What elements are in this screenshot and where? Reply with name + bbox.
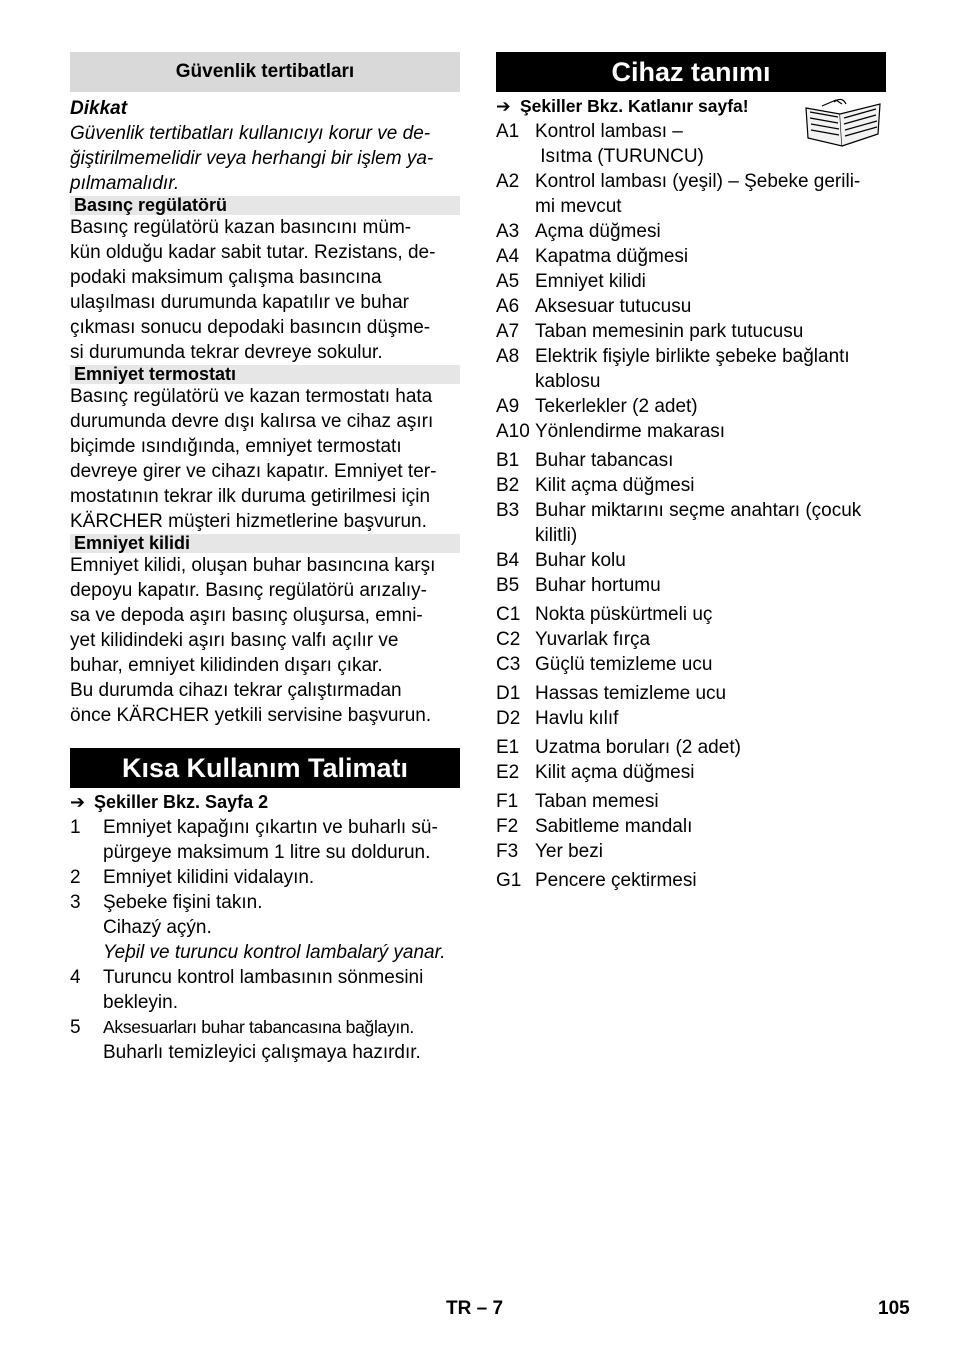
- device-part-item: [496, 735, 886, 760]
- part-label: [535, 602, 886, 627]
- step-number: 4: [70, 967, 81, 988]
- part-code: A6: [496, 296, 520, 317]
- part-label-line: Kontrol lambası (yeşil) – Şebeke gerili-: [535, 171, 861, 192]
- device-part-item: [496, 448, 886, 473]
- part-label-line: Buhar kolu: [535, 550, 626, 571]
- part-code: B5: [496, 575, 520, 596]
- part-label-line: Taban memesinin park tutucusu: [535, 321, 804, 342]
- part-code: A3: [496, 221, 520, 242]
- part-label: [535, 498, 886, 548]
- part-label: [535, 294, 886, 319]
- pressure-regulator-heading: Basınç regülatörü: [70, 196, 460, 215]
- part-label-line: Emniyet kilidi: [535, 271, 646, 292]
- arrow-right-icon: ➔: [70, 792, 86, 812]
- device-description-title: Cihaz tanımı: [496, 52, 886, 92]
- part-label-line: Buhar hortumu: [535, 575, 661, 596]
- device-part-item: [496, 419, 886, 444]
- device-part-item: [496, 652, 886, 677]
- safety-thermostat-line: devreye girer ve cihazı kapatır. Emniyet ter-: [70, 461, 437, 482]
- step-text-line: Aksesuarları buhar tabancasına bağlayın.: [103, 1017, 414, 1037]
- part-code: A9: [496, 396, 520, 417]
- device-part-item: [496, 602, 886, 627]
- step-text-line: Turuncu kontrol lambasının sönmesini: [103, 967, 424, 988]
- part-label-line: Sabitleme mandalı: [535, 816, 693, 837]
- part-label: [535, 706, 886, 731]
- quick-guide-steps: [70, 815, 460, 1065]
- step-text-line: Emniyet kilidini vidalayın.: [103, 867, 315, 888]
- left-column: [70, 52, 460, 1065]
- quick-guide-step: [70, 965, 460, 1015]
- part-code: B4: [496, 550, 520, 571]
- quick-guide-step: [70, 1015, 460, 1065]
- step-number: 3: [70, 892, 81, 913]
- part-code: F3: [496, 841, 519, 862]
- part-code: G1: [496, 870, 522, 891]
- part-label: [535, 344, 886, 394]
- arrow-right-icon: ➔: [496, 96, 511, 116]
- safety-lock-text: [70, 553, 460, 728]
- part-label-line: Tekerlekler (2 adet): [535, 396, 698, 417]
- part-label-line: Hassas temizleme ucu: [535, 683, 727, 704]
- safety-thermostat-line: durumunda devre dışı kalırsa ve cihaz aşırı: [70, 411, 434, 432]
- quick-guide-step: [70, 865, 460, 890]
- device-part-item: [496, 548, 886, 573]
- safety-thermostat-heading: Emniyet termostatı: [70, 365, 460, 384]
- part-label-line: Yuvarlak fırça: [535, 629, 651, 650]
- quick-guide-step: [70, 815, 460, 865]
- step-text: [103, 865, 460, 890]
- device-part-item: [496, 681, 886, 706]
- step-number: 1: [70, 817, 81, 838]
- part-label-line: Elektrik fişiyle birlikte şebeke bağlantı: [535, 346, 850, 367]
- part-code: E1: [496, 737, 520, 758]
- part-label: [535, 760, 886, 785]
- device-part-item: [496, 760, 886, 785]
- safety-thermostat-line: KÄRCHER müşteri hizmetlerine başvurun.: [70, 511, 427, 532]
- device-part-item: [496, 269, 886, 294]
- step-text: [103, 1015, 460, 1065]
- part-label-line: Kilit açma düğmesi: [535, 475, 695, 496]
- part-label-line: Yer bezi: [535, 841, 603, 862]
- part-code: C3: [496, 654, 521, 675]
- safety-lock-line: yet kilidindeki aşırı basınç valfı açılır ve: [70, 630, 399, 651]
- step-text-line: Şebeke fişini takın.: [103, 892, 263, 913]
- part-label: [535, 394, 886, 419]
- safety-thermostat-line: mostatının tekrar ilk duruma getirilmesi için: [70, 486, 431, 507]
- part-label-line: Aksesuar tutucusu: [535, 296, 692, 317]
- part-code: D1: [496, 683, 521, 704]
- step-result-note: Yeþil ve turuncu kontrol lambalarý yanar.: [103, 942, 446, 963]
- step-text-line: pürgeye maksimum 1 litre su doldurun.: [103, 842, 431, 863]
- step-text: [103, 965, 460, 1015]
- caution-text-line: Güvenlik tertibatları kullanıcıyı korur ve de-: [70, 123, 431, 144]
- pressure-regulator-text: [70, 215, 460, 365]
- part-code: A10: [496, 421, 530, 442]
- part-code: C2: [496, 629, 521, 650]
- part-label-line: Taban memesi: [535, 791, 659, 812]
- part-code: A8: [496, 346, 520, 367]
- part-label: [535, 814, 886, 839]
- quick-guide-figure-ref-text: Şekiller Bkz. Sayfa 2: [94, 792, 269, 812]
- part-label: [535, 627, 886, 652]
- safety-lock-heading: Emniyet kilidi: [70, 534, 460, 553]
- part-label-line: Isıtma (TURUNCU): [535, 146, 704, 167]
- device-part-item: [496, 169, 886, 219]
- device-part-item: [496, 706, 886, 731]
- caution-label: Dikkat: [70, 98, 128, 119]
- caution-text-line: pılmamalıdır.: [70, 173, 180, 194]
- device-part-item: [496, 839, 886, 864]
- part-code: D2: [496, 708, 521, 729]
- part-code: F2: [496, 816, 519, 837]
- quick-guide-step: [70, 890, 460, 965]
- part-label: [535, 319, 886, 344]
- pressure-regulator-line: kün olduğu kadar sabit tutar. Rezistans, de-: [70, 242, 436, 263]
- part-label: [535, 789, 886, 814]
- safety-thermostat-line: biçimde ısındığında, emniyet termostatı: [70, 436, 402, 457]
- device-part-item: [496, 394, 886, 419]
- pressure-regulator-line: çıkması sonucu depodaki basıncın düşme-: [70, 317, 431, 338]
- part-code: A2: [496, 171, 520, 192]
- part-label: [535, 269, 886, 294]
- part-code: A1: [496, 121, 520, 142]
- device-part-item: [496, 344, 886, 394]
- device-part-item: [496, 814, 886, 839]
- part-label: [535, 473, 886, 498]
- part-label: [535, 169, 886, 219]
- safety-lock-line: buhar, emniyet kilidinden dışarı çıkar.: [70, 655, 383, 676]
- safety-lock-line: önce KÄRCHER yetkili servisine başvurun.: [70, 705, 432, 726]
- open-book-icon: [802, 98, 884, 150]
- part-label-line: Buhar tabancası: [535, 450, 674, 471]
- device-part-item: [496, 473, 886, 498]
- safety-thermostat-line: Basınç regülatörü ve kazan termostatı hata: [70, 386, 433, 407]
- part-label-line: kablosu: [535, 371, 601, 392]
- step-text-line: bekleyin.: [103, 992, 178, 1013]
- device-part-item: [496, 244, 886, 269]
- part-label: [535, 419, 886, 444]
- pressure-regulator-line: ulaşılması durumunda kapatılır ve buhar: [70, 292, 410, 313]
- part-code: A5: [496, 271, 520, 292]
- device-part-item: [496, 868, 886, 893]
- part-label: [535, 735, 886, 760]
- part-label-line: Yönlendirme makarası: [535, 421, 726, 442]
- part-label: [535, 448, 886, 473]
- device-part-item: [496, 498, 886, 548]
- part-code: B3: [496, 500, 520, 521]
- part-label-line: Güçlü temizleme ucu: [535, 654, 713, 675]
- step-text-line: Emniyet kapağını çıkartın ve buharlı sü-: [103, 817, 438, 838]
- safety-lock-line: sa ve depoda aşırı basınç oluşursa, emni-: [70, 605, 423, 626]
- part-code: A4: [496, 246, 520, 267]
- part-label: [535, 548, 886, 573]
- footer-section-label: TR – 7: [446, 1298, 504, 1319]
- part-label-line: kilitli): [535, 525, 578, 546]
- step-number: 5: [70, 1017, 81, 1038]
- device-part-item: [496, 319, 886, 344]
- part-label: [535, 244, 886, 269]
- device-parts-list: [496, 119, 886, 893]
- part-label: [535, 839, 886, 864]
- part-code: F1: [496, 791, 519, 812]
- safety-thermostat-text: [70, 384, 460, 534]
- part-label-line: Pencere çektirmesi: [535, 870, 697, 891]
- part-code: E2: [496, 762, 520, 783]
- part-label-line: Nokta püskürtmeli uç: [535, 604, 713, 625]
- device-part-item: [496, 294, 886, 319]
- part-code: C1: [496, 604, 521, 625]
- part-label: [535, 681, 886, 706]
- step-text-line: Cihazý açýn.: [103, 917, 212, 938]
- device-part-item: [496, 219, 886, 244]
- safety-lock-line: Emniyet kilidi, oluşan buhar basıncına karşı: [70, 555, 436, 576]
- part-label-line: Kapatma düğmesi: [535, 246, 689, 267]
- part-label: [535, 573, 886, 598]
- pressure-regulator-line: si durumunda tekrar devreye sokulur.: [70, 342, 383, 363]
- step-text: [103, 815, 460, 865]
- security-section-title: Güvenlik tertibatları: [70, 52, 460, 92]
- device-part-item: [496, 627, 886, 652]
- part-label: [535, 219, 886, 244]
- part-label-line: Havlu kılıf: [535, 708, 619, 729]
- part-code: A7: [496, 321, 520, 342]
- page-number: 105: [878, 1298, 910, 1319]
- quick-guide-title: Kısa Kullanım Talimatı: [70, 748, 460, 788]
- caution-text-line: ğiştirilmemelidir veya herhangi bir işlem ya-: [70, 148, 434, 169]
- part-label-line: Açma düğmesi: [535, 221, 661, 242]
- device-figure-ref-text: Şekiller Bkz. Katlanır sayfa!: [520, 96, 749, 116]
- part-label-line: Kilit açma düğmesi: [535, 762, 695, 783]
- safety-lock-line: Bu durumda cihazı tekrar çalıştırmadan: [70, 680, 402, 701]
- caution-text: [70, 121, 460, 196]
- part-label: [535, 868, 886, 893]
- device-part-item: [496, 573, 886, 598]
- pressure-regulator-line: podaki maksimum çalışma basıncına: [70, 267, 382, 288]
- safety-lock-line: depoyu kapatır. Basınç regülatörü arızalıy-: [70, 580, 427, 601]
- part-label-line: mi mevcut: [535, 196, 622, 217]
- part-label: [535, 652, 886, 677]
- part-label-line: Buhar miktarını seçme anahtarı (çocuk: [535, 500, 862, 521]
- quick-guide-figure-ref: [70, 790, 460, 815]
- step-text-line: Buharlı temizleyici çalışmaya hazırdır.: [103, 1042, 421, 1063]
- part-label-line: Kontrol lambası –: [535, 121, 683, 142]
- device-part-item: [496, 789, 886, 814]
- part-code: B1: [496, 450, 520, 471]
- pressure-regulator-line: Basınç regülatörü kazan basıncını müm-: [70, 217, 412, 238]
- part-code: B2: [496, 475, 520, 496]
- right-column: [496, 52, 886, 893]
- step-number: 2: [70, 867, 81, 888]
- part-label-line: Uzatma boruları (2 adet): [535, 737, 741, 758]
- step-text: [103, 890, 460, 965]
